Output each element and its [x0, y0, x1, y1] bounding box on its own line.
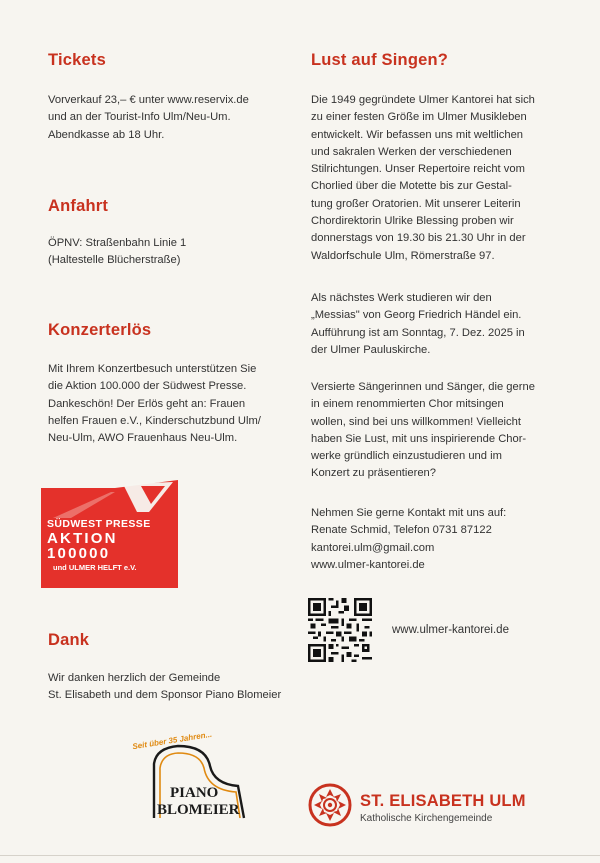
- singen-line: Versierte Sängerinnen und Sänger, die gerne: [311, 381, 535, 393]
- singen-heading: Lust auf Singen?: [311, 51, 449, 69]
- singen-para1: [311, 92, 535, 265]
- singen-line: Waldorfschule Ulm, Römerstraße 97.: [311, 249, 495, 262]
- rose-icon: [308, 783, 352, 827]
- singen-para2: [311, 290, 525, 359]
- konzerterloes-heading: Konzerterlös: [48, 321, 152, 339]
- singen-line: Die 1949 gegründete Ulmer Kantorei hat sich: [311, 94, 535, 106]
- dank-line: Wir danken herzlich der Gemeinde: [48, 672, 221, 684]
- anfahrt-heading: Anfahrt: [48, 197, 109, 215]
- piano-name-line1: PIANO: [170, 785, 219, 801]
- aktion-100000-logo: [41, 480, 178, 588]
- contact-website-link[interactable]: www.ulmer-kantorei.de: [311, 558, 425, 571]
- konzerterloes-text: [48, 361, 261, 447]
- singen-line: der Ulmer Pauluskirche.: [311, 343, 431, 356]
- tickets-line: Abendkasse ab 18 Uhr.: [48, 128, 165, 141]
- konzerterloes-line: die Aktion 100.000 der Südwest Presse.: [48, 380, 247, 393]
- contact-phone: Renate Schmid, Telefon 0731 87122: [311, 524, 492, 537]
- tickets-heading: Tickets: [48, 51, 106, 69]
- contact-email-link[interactable]: kantorei.ulm@gmail.com: [311, 541, 435, 554]
- singen-line: in einem renommierten Chor mitsingen: [311, 398, 504, 411]
- dank-line: St. Elisabeth und dem Sponsor Piano Blomeier: [48, 689, 282, 702]
- bottom-divider: [0, 855, 600, 856]
- singen-line: donnerstags von 19.30 bis 21.30 Uhr in der: [311, 232, 526, 245]
- qr-code-icon: [308, 598, 372, 662]
- singen-line: Chorlied über die Motette bis zur Gestal-: [311, 180, 512, 193]
- singen-line: Chordirektorin Ulrike Blessing proben wir: [311, 215, 514, 228]
- piano-name-line2: BLOMEIER: [157, 802, 240, 818]
- konzerterloes-line: Neu-Ulm, AWO Frauenhaus Neu-Ulm.: [48, 432, 238, 445]
- singen-line: tung großer Oratorien. Mit unserer Leiterin: [311, 197, 521, 210]
- singen-line: entwickelt. Wir befassen uns mit weltlichen: [311, 128, 524, 141]
- dank-text: [48, 670, 281, 705]
- singen-line: Stilrichtungen. Unser Repertoire reicht vom: [311, 163, 525, 176]
- tickets-text: [48, 92, 249, 144]
- dank-heading: Dank: [48, 631, 90, 649]
- singen-line: „Messias" von Georg Friedrich Händel ein.: [311, 309, 522, 322]
- singen-para4: [311, 505, 506, 574]
- tickets-line: und an der Tourist-Info Ulm/Neu-Um.: [48, 111, 231, 124]
- singen-line: wollen, sind bei uns willkommen! Vielleicht: [311, 415, 521, 428]
- singen-line: Konzert zu präsentieren?: [311, 467, 437, 480]
- aktion-logo-text: [41, 480, 178, 588]
- contact-line: Nehmen Sie gerne Kontakt mit uns auf:: [311, 507, 507, 519]
- anfahrt-line: (Haltestelle Blücherstraße): [48, 254, 181, 267]
- anfahrt-text: [48, 235, 186, 270]
- singen-line: haben Sie Lust, mit uns inspirierende Chor-: [311, 432, 527, 445]
- konzerterloes-line: helfen Frauen e.V., Kinderschutzbund Ulm/: [48, 414, 261, 427]
- aktion-logo-line4: und ULMER HELFT e.V.: [53, 563, 137, 572]
- piano-tagline: Seit über 35 Jahren...: [131, 729, 213, 752]
- konzerterloes-line: Mit Ihrem Konzertbesuch unterstützen Sie: [48, 363, 257, 375]
- aktion-logo-line1: SÜDWEST PRESSE: [47, 518, 151, 530]
- aktion-logo-line2: AKTION: [47, 530, 118, 547]
- qr-url-link[interactable]: www.ulmer-kantorei.de: [392, 624, 509, 636]
- singen-line: werke gründlich einzustudieren und im: [311, 450, 502, 463]
- elisabeth-subtitle: Katholische Kirchengemeinde: [360, 813, 493, 824]
- konzerterloes-line: Dankeschön! Der Erlös geht an: Frauen: [48, 397, 246, 410]
- singen-line: Aufführung ist am Sonntag, 7. Dez. 2025 in: [311, 326, 525, 339]
- singen-line: zu einer festen Größe im Ulmer Musikleben: [311, 111, 527, 124]
- singen-line: und sakralen Werken der verschiedenen: [311, 145, 512, 158]
- aktion-logo-line3: 100000: [47, 545, 111, 562]
- tickets-line: Vorverkauf 23,– € unter www.reservix.de: [48, 94, 249, 106]
- anfahrt-line: ÖPNV: Straßenbahn Linie 1: [48, 237, 187, 249]
- elisabeth-name: ST. ELISABETH ULM: [360, 792, 526, 810]
- singen-para3: [311, 379, 535, 483]
- singen-line: Als nächstes Werk studieren wir den: [311, 292, 492, 304]
